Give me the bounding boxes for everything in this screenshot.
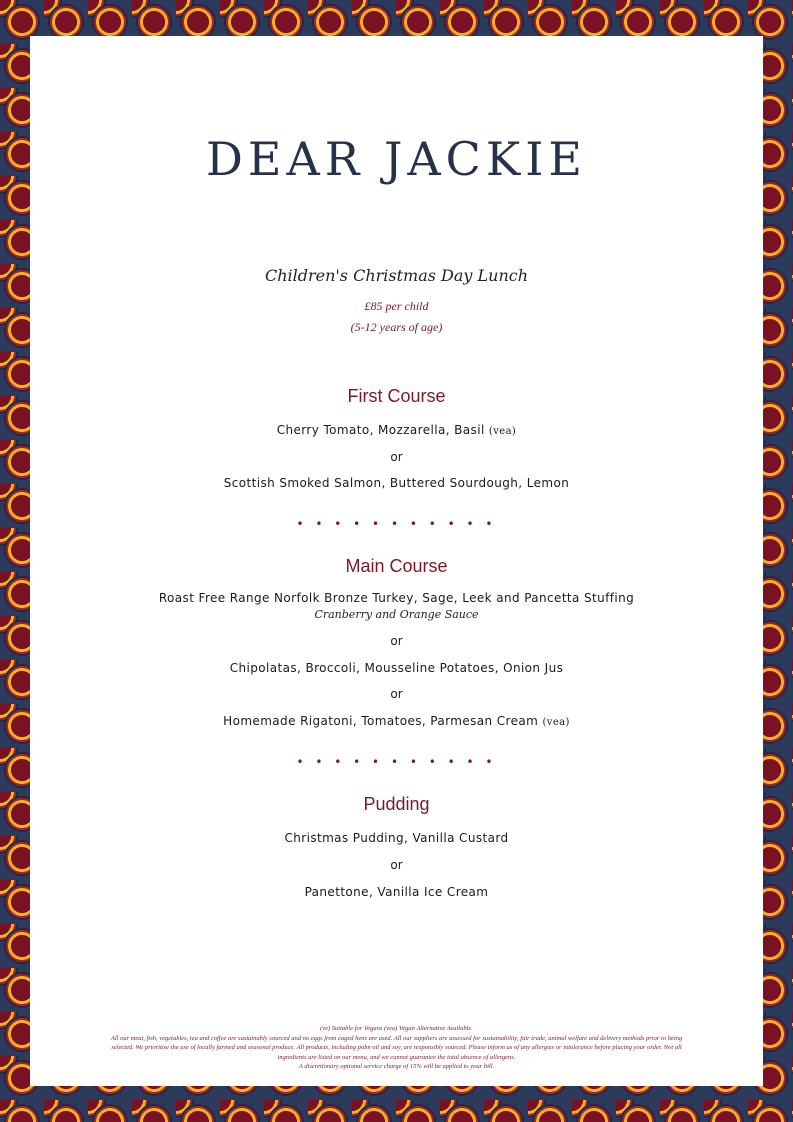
pudding-title: Pudding [363,794,430,814]
footer-notes [48,1024,745,1072]
footer-sourcing-line-1: All our meat, fish, vegetables, tea and coffee are sustainably sourced and no eggs from caged hens are used. All our suppliers are assessed for sustainability, fair trade, animal welfare and delivery methods prior to being [110,1034,683,1042]
main-course-or-2: or [390,687,403,701]
section-separator-2: • • • • • • • • • • • [296,755,497,769]
footer-service-charge: A discretionary optional service charge of 15% will be applied to your bill. [298,1063,495,1070]
dish-label: Cherry Tomato, Mozzarella, Basil [276,423,485,437]
footer-diet-key: (ve) Suitable for Vegans (vea) Vegan Alternative Available. [320,1025,473,1032]
first-course-title: First Course [347,386,446,406]
main-course-dish-1-sauce: Cranberry and Orange Sauce [314,608,479,621]
menu-age-range: (5-12 years of age) [350,320,443,334]
pudding-dish-2: Panettone, Vanilla Ice Cream [304,885,489,899]
dish-diet-note: (vea) [488,426,517,437]
pudding-or: or [390,858,403,872]
section-separator-1: • • • • • • • • • • • [296,517,497,531]
main-course-or-1: or [390,634,403,648]
first-course-or: or [390,450,403,464]
first-course-dish-1 [30,423,763,437]
pudding-dish-1: Christmas Pudding, Vanilla Custard [284,831,509,845]
main-course-dish-1: Roast Free Range Norfolk Bronze Turkey, Sage, Leek and Pancetta Stuffing [158,591,635,605]
main-course-dish-2: Chipolatas, Broccoli, Mousseline Potatoes, Onion Jus [229,661,564,675]
footer-allergen-note: ingredients are listed on our menu, and we cannot guarantee the total absence of allergens. [277,1053,516,1061]
main-course-dish-3 [30,714,763,728]
dish-label: Homemade Rigatoni, Tomatoes, Parmesan Cream [223,714,539,728]
footer-sourcing-line-2: selected. We prioritise the use of locally farmed and seasonal produce. All products, including palm oil and soy, are responsibly sourced. Please inform us of any allergies or intolerance before placing your order. Not all [111,1044,682,1051]
restaurant-logo: DEAR JACKIE [206,132,587,186]
dish-diet-note: (vea) [542,717,570,728]
first-course-dish-2: Scottish Smoked Salmon, Buttered Sourdough, Lemon [223,476,570,490]
menu-price: £85 per child [364,299,429,313]
main-course-title: Main Course [345,556,448,576]
menu-title: Children's Christmas Day Lunch [264,266,529,285]
menu-page [30,36,763,1086]
